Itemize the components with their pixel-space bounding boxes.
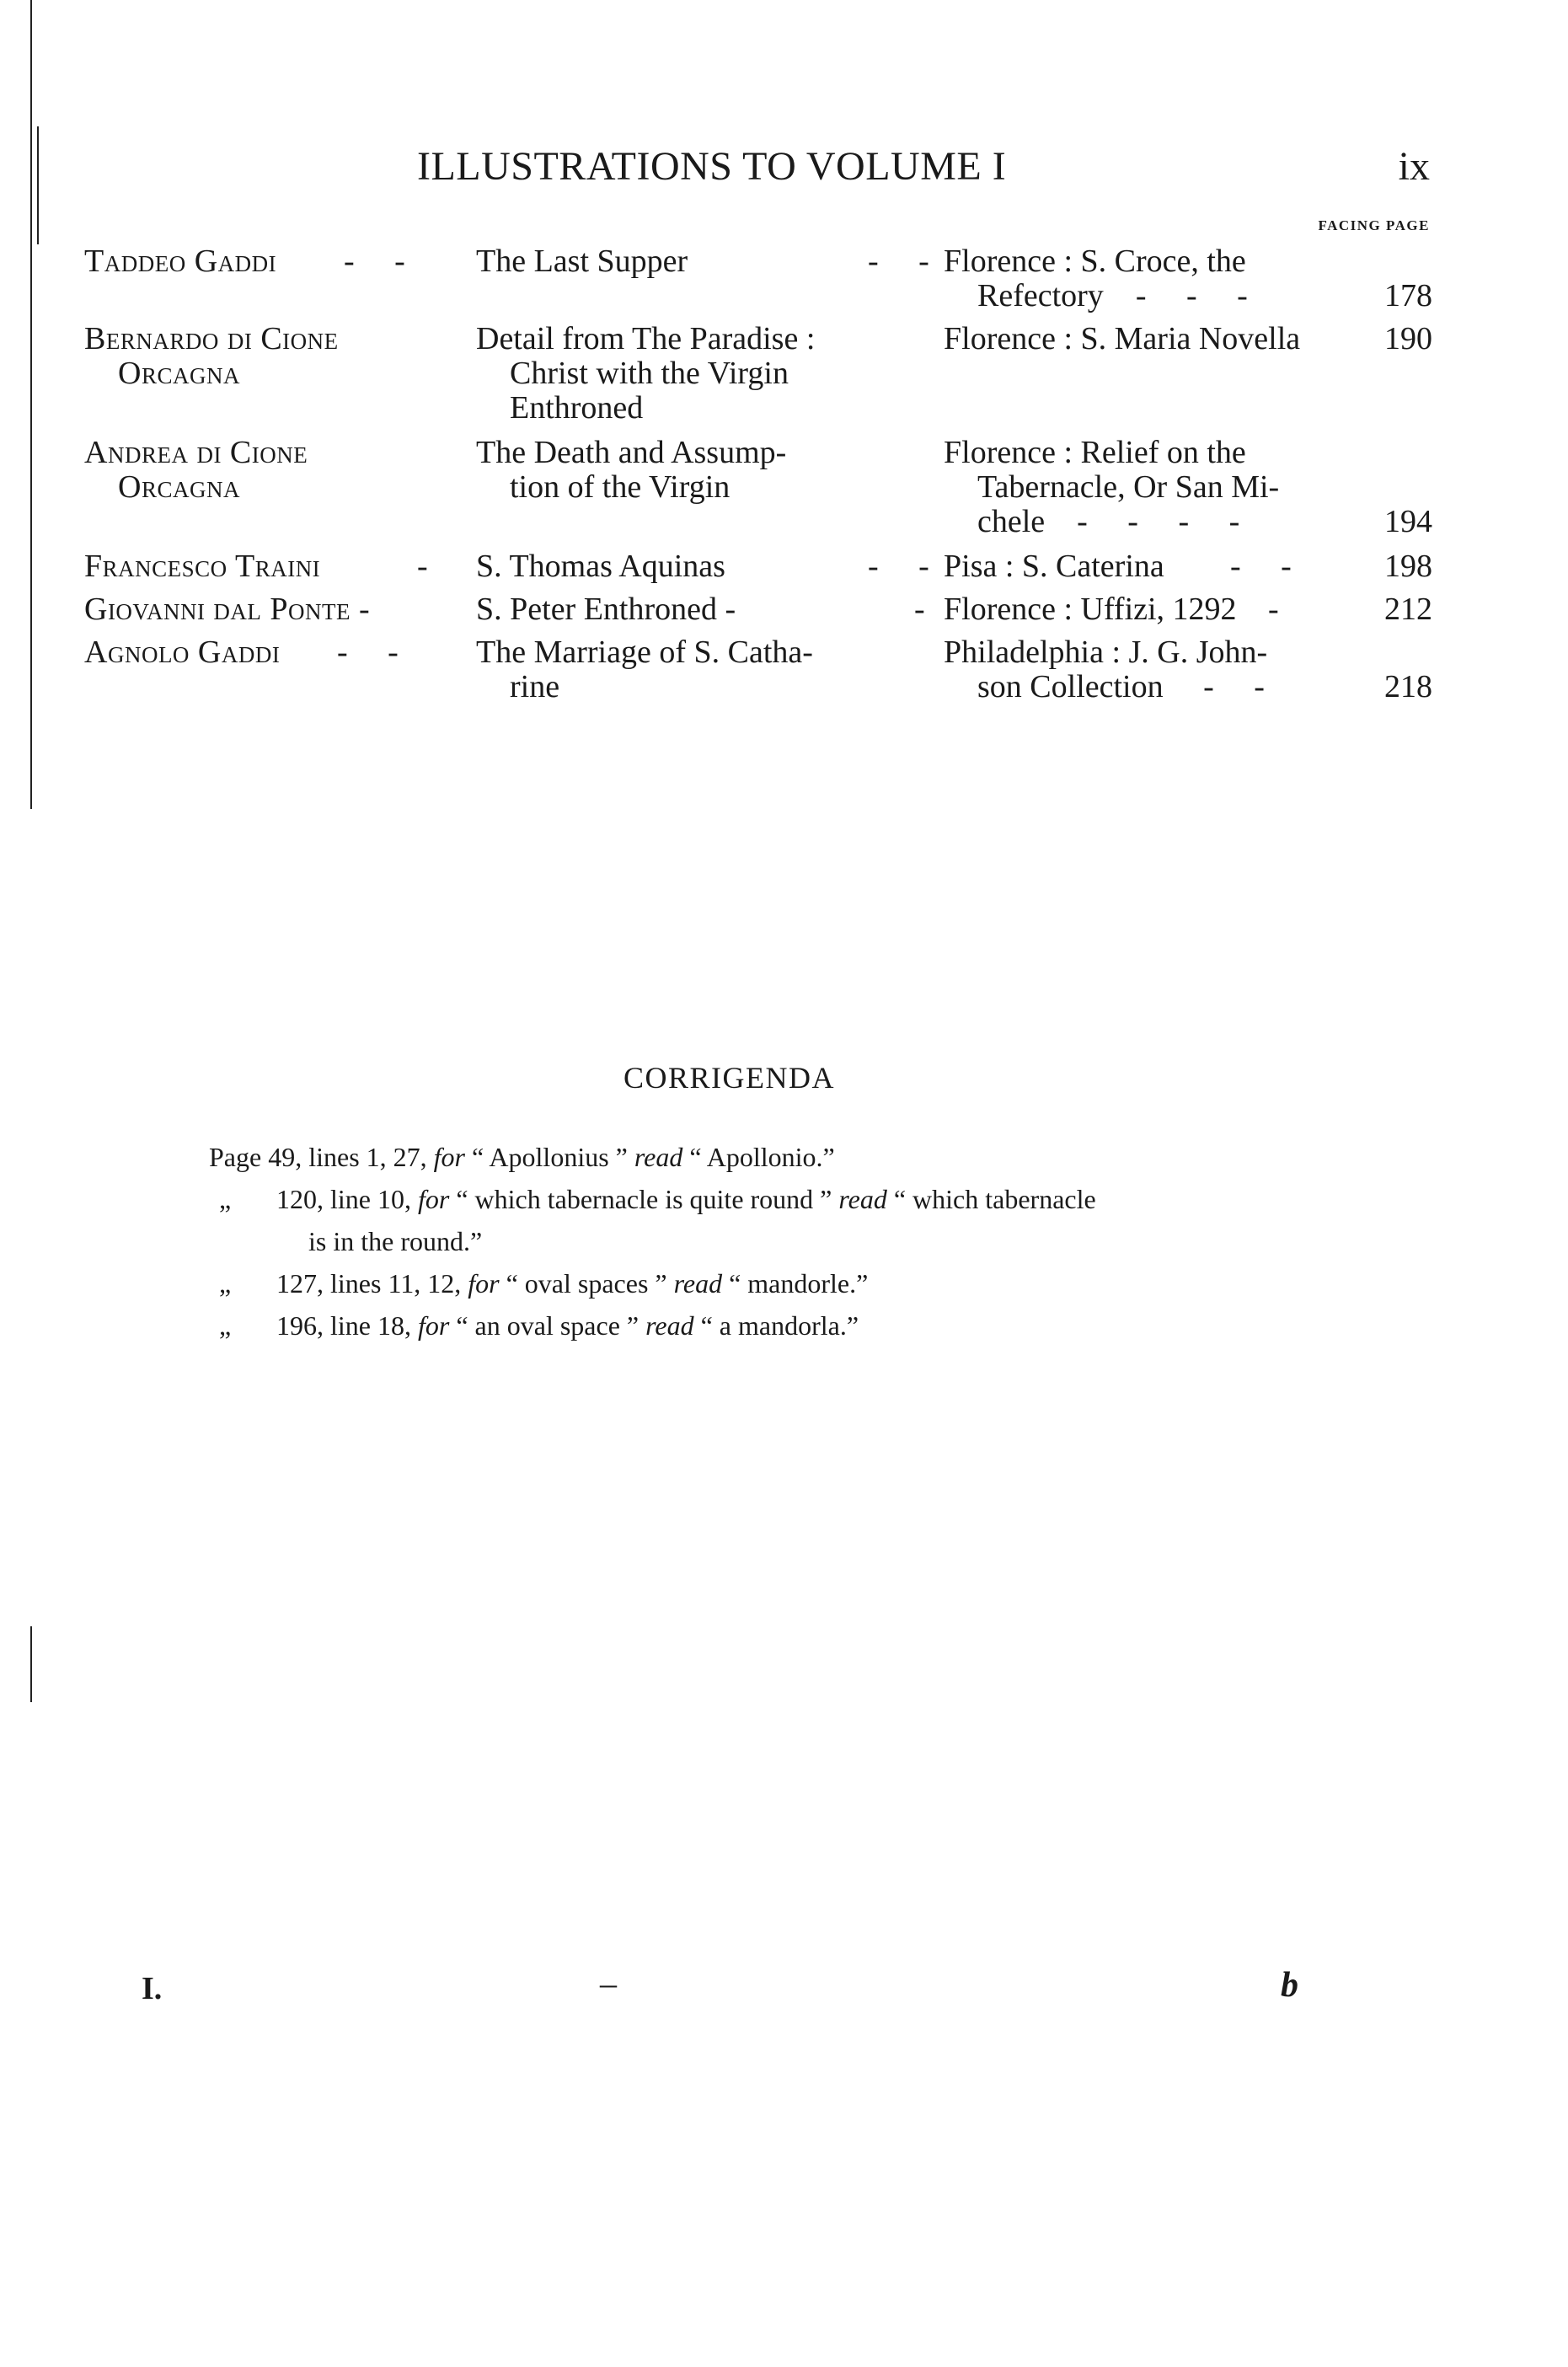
corrigenda-entry: Page 49, lines 1, 27, for “ Apollonius ” read “ Apollonio.” <box>209 1142 835 1172</box>
artist-name: Francesco Traini <box>84 549 321 584</box>
location: Florence : Relief on the Tabernacle, Or San Mi- chele - - - - <box>944 435 1280 539</box>
facing-page-number: 194 <box>1384 504 1432 539</box>
page-number: ix <box>1398 144 1430 189</box>
facing-page-number: 212 <box>1384 592 1432 627</box>
illustration-title: S. Peter Enthroned - <box>476 592 736 627</box>
signature-mark-left: I. <box>142 1971 163 2006</box>
facing-page-number: 218 <box>1384 669 1432 704</box>
page-title: ILLUSTRATIONS TO VOLUME I <box>417 144 1007 189</box>
leader-dashes: - - <box>1230 549 1292 584</box>
corrigenda-entry: „ 120, line 10, for “ which tabernacle is quite round ” read “ which tabernacle <box>219 1184 1096 1214</box>
facing-page-number: 178 <box>1384 278 1432 313</box>
leader-dashes: - <box>914 592 925 627</box>
location: Florence : S. Maria Novella <box>944 321 1301 356</box>
footer-mark: – <box>600 1964 617 2002</box>
leader-dashes: - - <box>337 635 399 670</box>
corrigenda-continuation: is in the round.” <box>308 1226 483 1256</box>
leader-dashes: - - <box>868 549 929 584</box>
facing-page-label: FACING PAGE <box>1318 217 1430 233</box>
facing-page-number: 198 <box>1384 549 1432 584</box>
leader-dashes: - - <box>868 244 929 279</box>
artist-name: Giovanni dal Ponte - <box>84 592 371 627</box>
signature-mark-right: b <box>1281 1966 1298 2005</box>
scan-edge-line <box>37 126 39 244</box>
location: Florence : Uffizi, 1292 <box>944 592 1237 627</box>
illustration-title: Detail from The Paradise : Christ with the Virgin Enthroned <box>476 321 816 426</box>
illustration-title: The Marriage of S. Catha- rine <box>476 635 813 704</box>
location: Pisa : S. Caterina <box>944 549 1164 584</box>
corrigenda-list <box>209 1136 1389 1347</box>
corrigenda-entry: „ 196, line 18, for “ an oval space ” read “ a mandorla.” <box>219 1310 859 1341</box>
facing-page-number: 190 <box>1384 321 1432 356</box>
illustration-title: S. Thomas Aquinas <box>476 549 725 584</box>
illustration-title: The Last Supper <box>476 244 688 279</box>
artist-name: Agnolo Gaddi <box>84 635 281 670</box>
leader-dashes: - <box>1268 592 1279 627</box>
location: Philadelphia : J. G. John- son Collection - - <box>944 635 1268 704</box>
corrigenda-entry: „ 127, lines 11, 12, for “ oval spaces ” read “ mandorle.” <box>219 1268 869 1299</box>
location: Florence : S. Croce, the Refectory - - - <box>944 244 1248 313</box>
corrigenda-heading: CORRIGENDA <box>623 1061 836 1095</box>
artist-name: Taddeo Gaddi <box>84 244 277 279</box>
illustration-title: The Death and Assump- tion of the Virgin <box>476 435 787 505</box>
scan-edge-line <box>30 1626 32 1702</box>
leader-dashes: - - <box>344 244 405 279</box>
artist-name: Andrea di Cione Orcagna <box>84 435 308 505</box>
artist-name: Bernardo di Cione Orcagna <box>84 321 339 391</box>
leader-dashes: - <box>417 549 428 584</box>
scan-edge-line <box>30 0 32 809</box>
